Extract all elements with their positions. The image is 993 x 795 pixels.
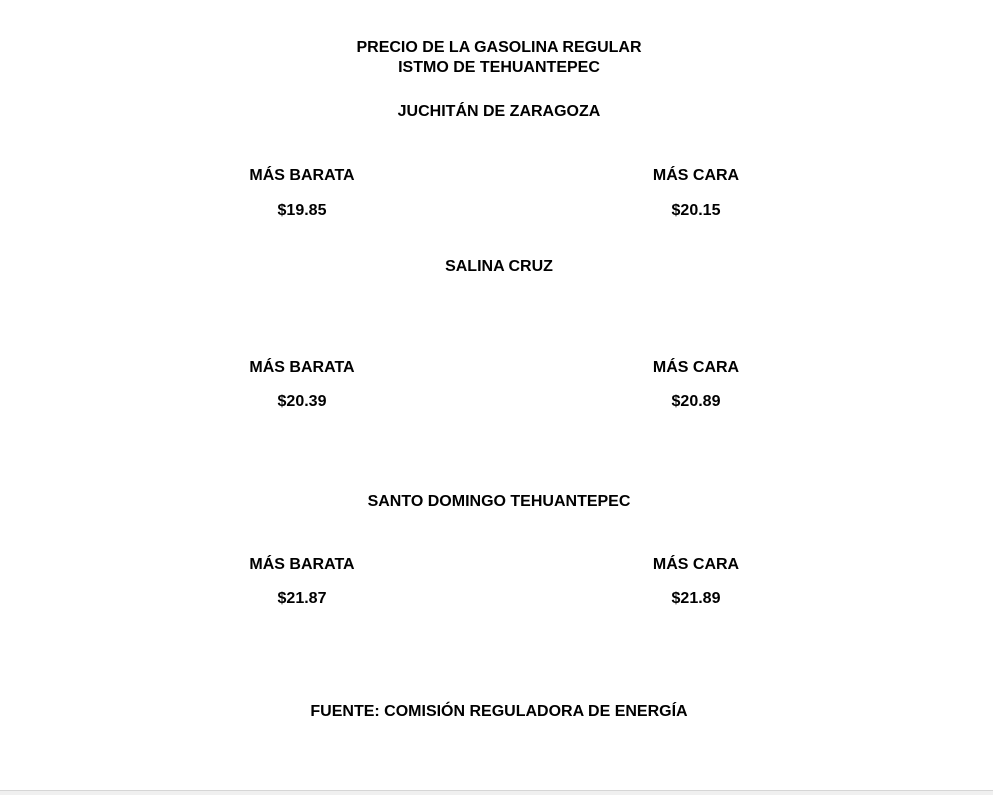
cheapest-label: MÁS BARATA xyxy=(249,359,355,376)
cheapest-price: $20.39 xyxy=(277,393,327,410)
document-title: PRECIO DE LA GASOLINA REGULAR xyxy=(356,39,642,56)
cheapest-price: $19.85 xyxy=(277,202,327,219)
expensive-price: $20.89 xyxy=(671,393,721,410)
expensive-label: MÁS CARA xyxy=(652,359,740,376)
cheapest-price: $21.87 xyxy=(277,590,327,607)
cheapest-label: MÁS BARATA xyxy=(249,556,355,573)
page-bottom-edge xyxy=(0,790,993,795)
city-heading-juchitan: JUCHITÁN DE ZARAGOZA xyxy=(397,103,601,120)
city-heading-tehuantepec: SANTO DOMINGO TEHUANTEPEC xyxy=(367,493,631,510)
expensive-label: MÁS CARA xyxy=(652,167,740,184)
document-subtitle: ISTMO DE TEHUANTEPEC xyxy=(398,59,600,76)
city-heading-salina-cruz: SALINA CRUZ xyxy=(445,258,553,275)
source-note: FUENTE: COMISIÓN REGULADORA DE ENERGÍA xyxy=(310,703,688,720)
expensive-price: $20.15 xyxy=(671,202,721,219)
cheapest-label: MÁS BARATA xyxy=(249,167,355,184)
expensive-price: $21.89 xyxy=(671,590,721,607)
expensive-label: MÁS CARA xyxy=(652,556,740,573)
